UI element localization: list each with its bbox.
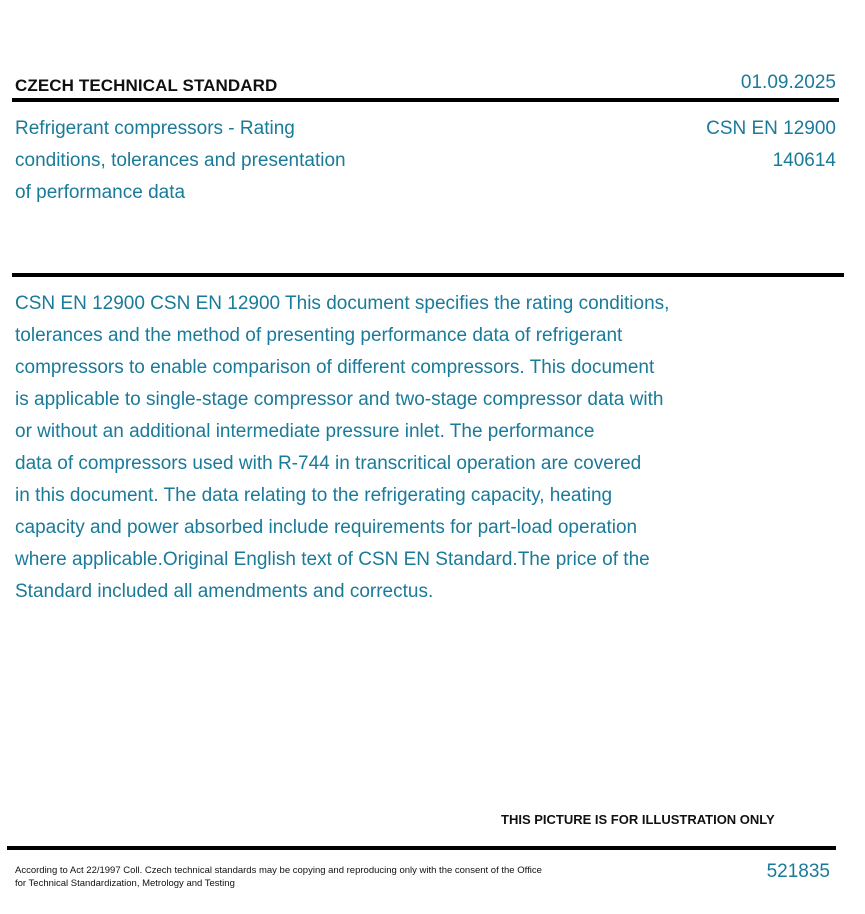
- standard-code: CSN EN 12900: [706, 118, 836, 139]
- document-id: 521835: [766, 861, 830, 882]
- publication-date: 01.09.2025: [740, 72, 836, 93]
- title-line: of performance data: [15, 182, 186, 203]
- title-line: conditions, tolerances and presentation: [15, 150, 346, 171]
- class-number: 140614: [772, 150, 836, 171]
- legal-notice: [15, 864, 595, 890]
- standard-code-block: [706, 113, 836, 177]
- standard-label: CZECH TECHNICAL STANDARD: [15, 76, 278, 95]
- legal-line: for Technical Standardization, Metrology and Testing: [15, 878, 235, 889]
- document-title: [15, 113, 435, 209]
- footer-divider: [7, 846, 836, 850]
- header-divider: [12, 98, 839, 102]
- document-abstract: CSN EN 12900 CSN EN 12900 This document specifies the rating conditions, tolerances and the method of presenting performance data of refrigerant compressors to enable comparison of different compressors. This document is applicable to single-stage compressor and two-stage compressor data with or without an additional intermediate pressure inlet. The performance data of compressors used with R-744 in transcritical operation are covered in this document. The data relating to the refrigerating capacity, heating capacity and power absorbed include requirements for part-load operation where applicable.Original English text of CSN EN Standard.The price of the Standard included all amendments and correctus.: [15, 293, 670, 602]
- illustration-note: THIS PICTURE IS FOR ILLUSTRATION ONLY: [501, 812, 775, 827]
- title-divider: [12, 273, 844, 277]
- title-line: Refrigerant compressors - Rating: [15, 118, 295, 139]
- legal-line: According to Act 22/1997 Coll. Czech technical standards may be copying and reproducing only with the consent of the Office: [15, 865, 542, 876]
